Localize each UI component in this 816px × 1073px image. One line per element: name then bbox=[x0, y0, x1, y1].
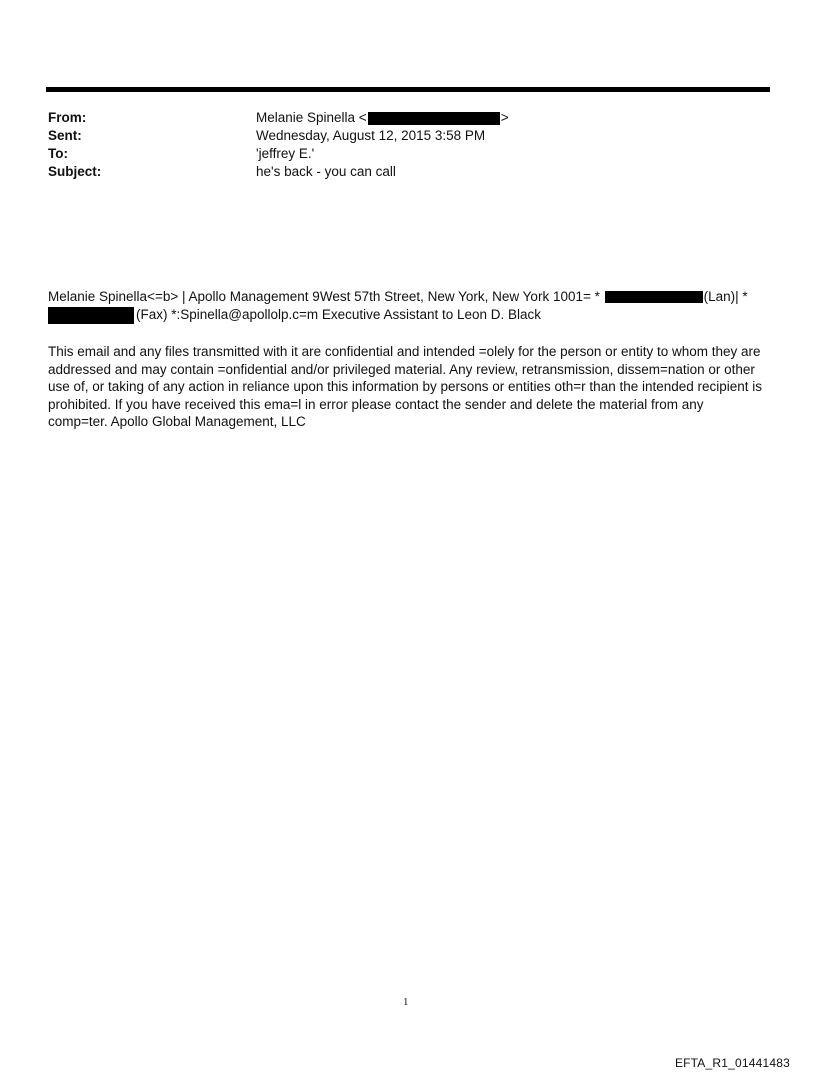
to-value: 'jeffrey E.' bbox=[256, 146, 315, 161]
email-header bbox=[48, 109, 768, 181]
subject-value: he's back - you can call bbox=[256, 164, 396, 179]
to-row bbox=[48, 145, 768, 163]
from-value bbox=[256, 109, 509, 127]
from-row bbox=[48, 109, 768, 127]
signature-text-1: Melanie Spinella<=b> | Apollo Management 9West 57th Street, New York, New York 1001= * bbox=[48, 289, 604, 304]
redacted-fax bbox=[48, 307, 134, 324]
subject-row bbox=[48, 163, 768, 181]
page-number: 1 bbox=[403, 996, 409, 1008]
to-label: To: bbox=[48, 146, 68, 161]
sent-value: Wednesday, August 12, 2015 3:58 PM bbox=[256, 128, 486, 143]
sent-row bbox=[48, 127, 768, 145]
signature-text-2: (Fax) *:Spinella@apollolp.c=m Executive Assistant to Leon D. Black bbox=[136, 307, 542, 322]
from-close: > bbox=[500, 110, 509, 125]
signature-line-1 bbox=[48, 288, 768, 306]
bates-number: EFTA_R1_01441483 bbox=[674, 1056, 790, 1070]
signature-suffix-1: (Lan)| * bbox=[703, 289, 748, 304]
redacted-email bbox=[368, 112, 500, 125]
subject-label: Subject: bbox=[48, 164, 102, 179]
signature-line-2 bbox=[48, 306, 768, 324]
from-name: Melanie Spinella < bbox=[256, 110, 367, 125]
sent-label: Sent: bbox=[48, 128, 82, 143]
redacted-phone bbox=[605, 291, 703, 303]
email-signature bbox=[48, 288, 768, 324]
confidentiality-disclaimer: This email and any files transmitted with it are confidential and intended =olely for the person or entity to whom they are addressed and may contain =onfidential and/or privileged material. Any review, retransmission, dissem=nation or other use of, or taking of any action in reliance upon this information by persons or entities oth=r than the intended recipient is prohibited. If you have received this ema=l in error please contact the sender and delete the material from any comp=ter. Apollo Global Management, LLC bbox=[48, 344, 763, 430]
header-divider bbox=[46, 87, 770, 92]
from-label: From: bbox=[48, 110, 87, 125]
